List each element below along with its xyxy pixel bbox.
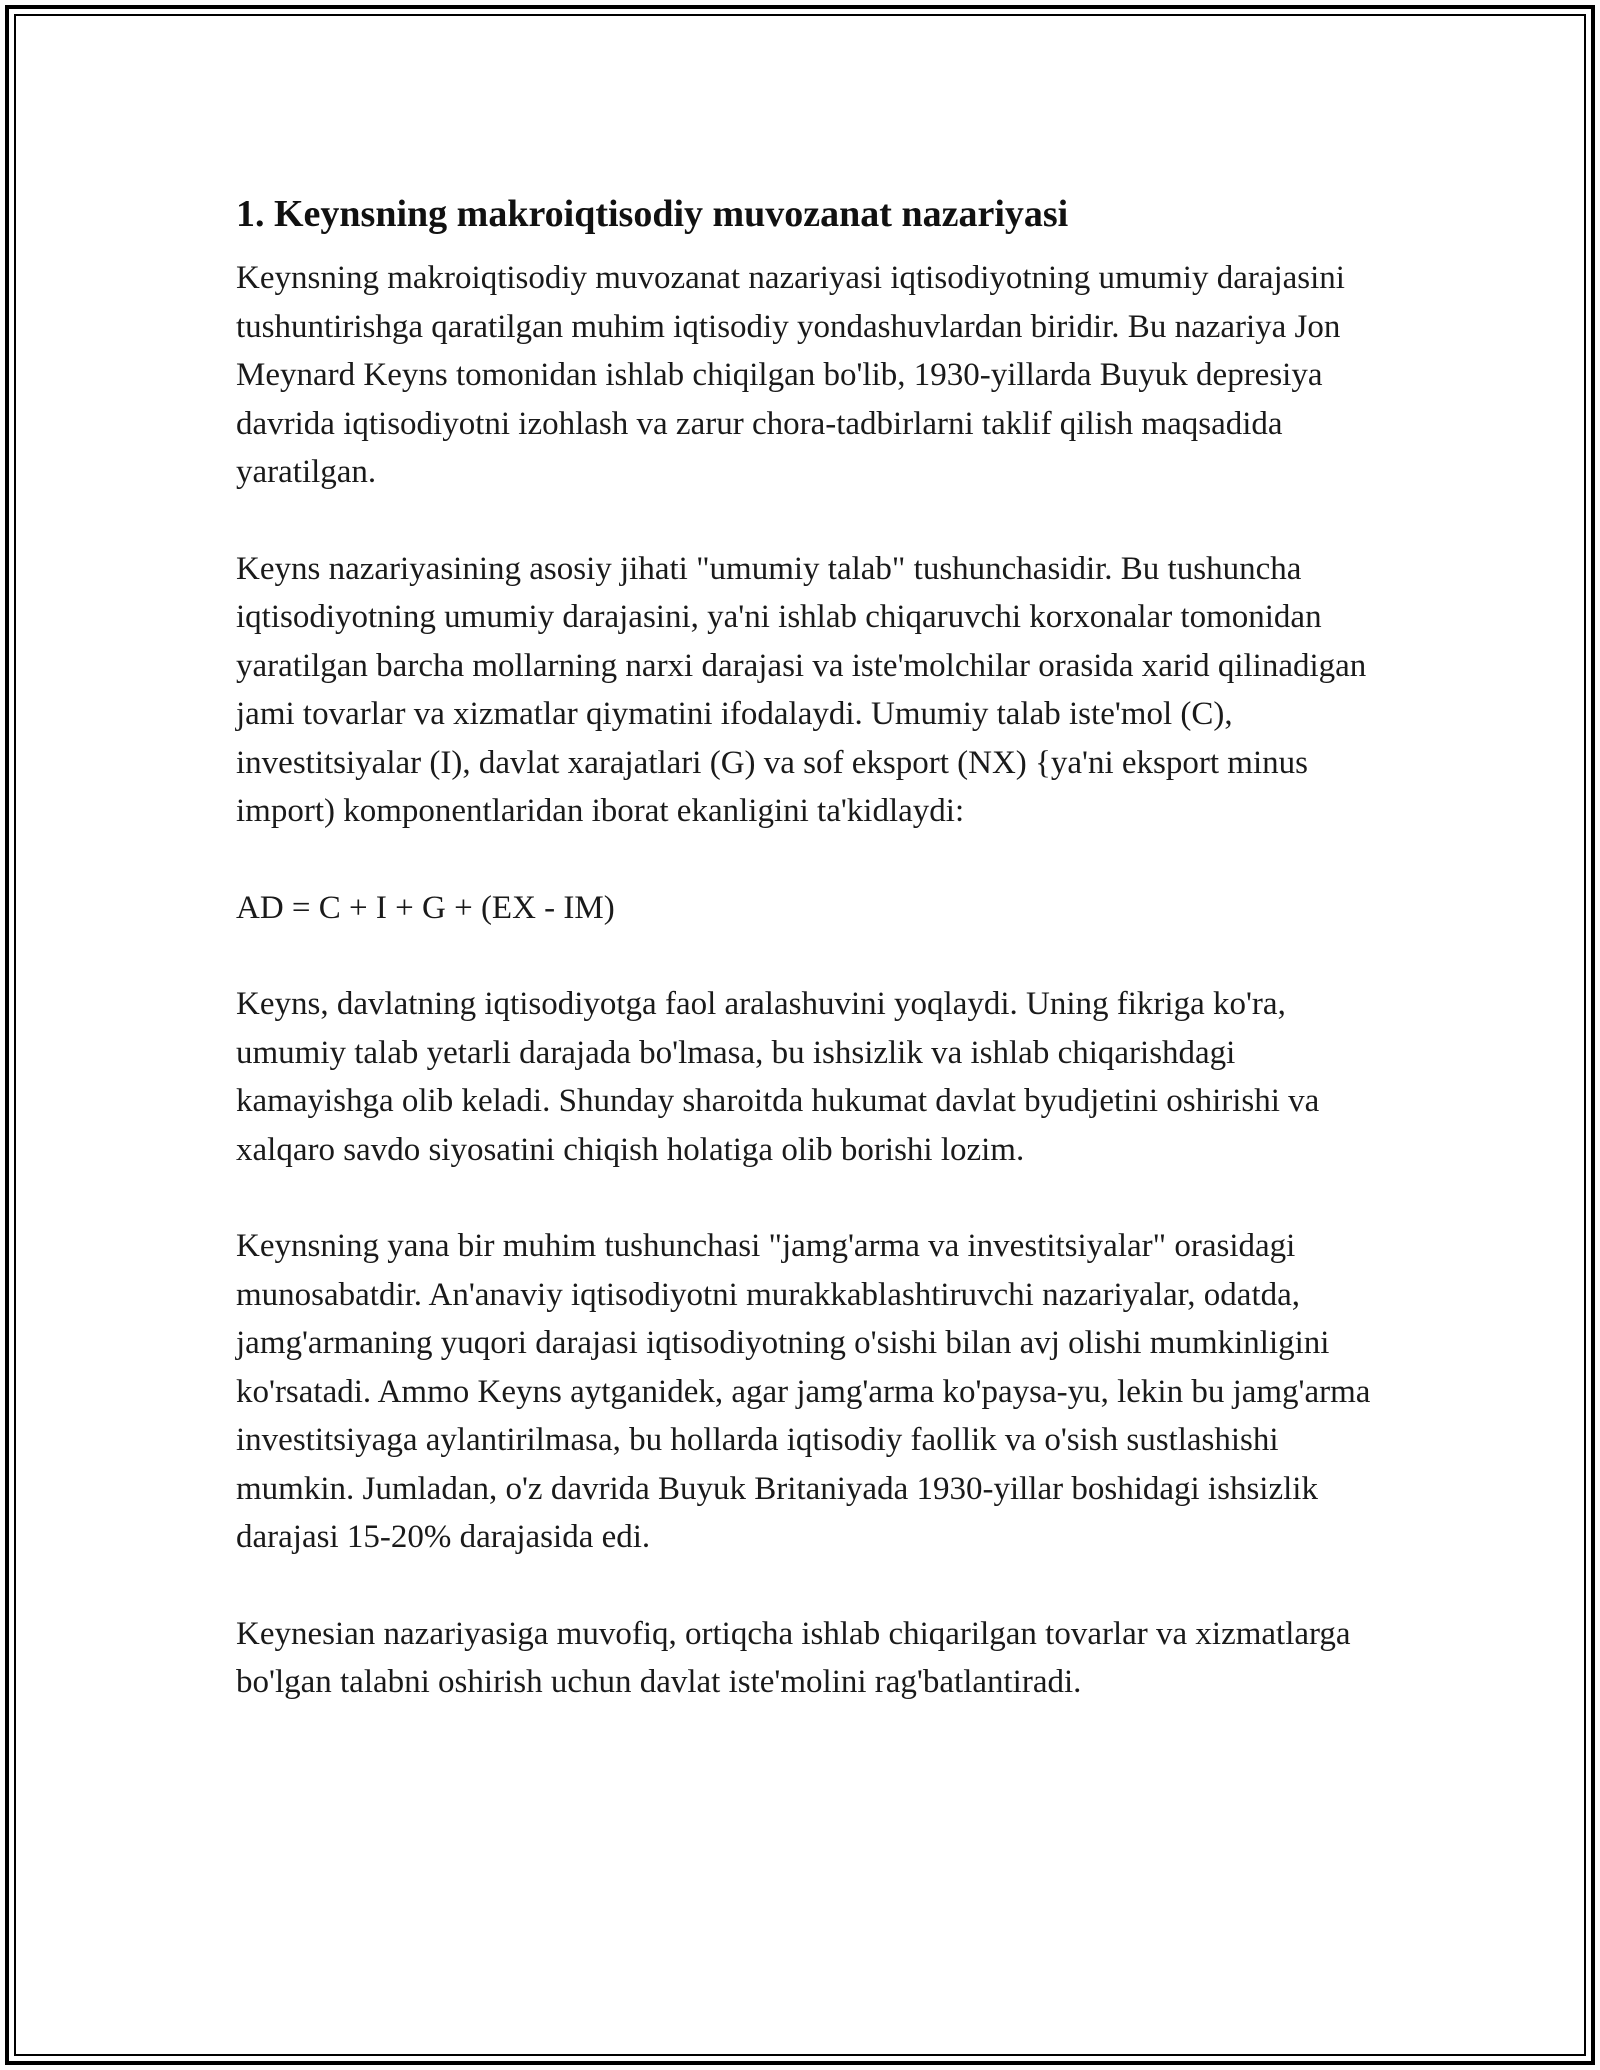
document-body	[236, 184, 1376, 1707]
formula-aggregate-demand: AD = C + I + G + (EX - IM)	[236, 889, 615, 926]
section-heading: 1. Keynsning makroiqtisodiy muvozanat nazariyasi	[236, 193, 1069, 235]
paragraph-spacer	[236, 932, 1376, 980]
paragraph-spacer	[236, 1174, 1376, 1222]
paragraph-intro: Keynsning makroiqtisodiy muvozanat nazariyasi iqtisodiyotning umumiy darajasini tushuntirishga qaratilgan muhim iqtisodiy yondashuvlardan biridir. Bu nazariya Jon Meynard Keyns tomonidan ishlab chiqilgan bo'lib, 1930-yillarda Buyuk depresiya davrida iqtisodiyotni izohlash va zarur chora-tadbirlarni taklif qilish maqsadida yaratilgan.	[236, 260, 1345, 490]
paragraph-aggregate-demand: Keyns nazariyasining asosiy jihati "umumiy talab" tushunchasidir. Bu tushuncha iqtisodiyotning umumiy darajasini, ya'ni ishlab chiqaruvchi korxonalar tomonidan yaratilgan barcha mollarning narxi darajasi va iste'molchilar orasida xarid qilinadigan jami tovarlar va xizmatlar qiymatini ifodalaydi. Umumiy talab iste'mol (C), investitsiyalar (I), davlat xarajatlari (G) va sof eksport (NX) {ya'ni eksport minus import) komponentlaridan iborat ekanligini ta'kidlaydi:	[236, 550, 1367, 829]
paragraph-spacer	[236, 836, 1376, 884]
paragraph-savings-investment: Keynsning yana bir muhim tushunchasi "jamg'arma va investitsiyalar" orasidagi munosabatdir. An'anaviy iqtisodiyotni murakkablashtiruvchi nazariyalar, odatda, jamg'armaning yuqori darajasi iqtisodiyotning o'sishi bilan avj olishi mumkinligini ko'rsatadi. Ammo Keyns aytganidek, agar jamg'arma ko'paysa-yu, lekin bu jamg'arma investitsiyaga aylantirilmasa, bu hollarda iqtisodiy faollik va o'sish sustlashishi mumkin. Jumladan, o'z davrida Buyuk Britaniyada 1930-yillar boshidagi ishsizlik darajasi 15-20% darajasida edi.	[236, 1228, 1371, 1555]
paragraph-keynesian-conclusion: Keynesian nazariyasiga muvofiq, ortiqcha ishlab chiqarilgan tovarlar va xizmatlarga bo'lgan talabni oshirish uchun davlat iste'molini rag'batlantiradi.	[236, 1615, 1351, 1700]
paragraph-spacer	[236, 1562, 1376, 1610]
paragraph-state-intervention: Keyns, davlatning iqtisodiyotga faol aralashuvini yoqlaydi. Uning fikriga ko'ra, umumiy talab yetarli darajada bo'lmasa, bu ishsizlik va ishlab chiqarishdagi kamayishga olib keladi. Shunday sharoitda hukumat davlat byudjetini oshirishi va xalqaro savdo siyosatini chiqish holatiga olib borishi lozim.	[236, 986, 1320, 1168]
paragraph-spacer	[236, 497, 1376, 545]
